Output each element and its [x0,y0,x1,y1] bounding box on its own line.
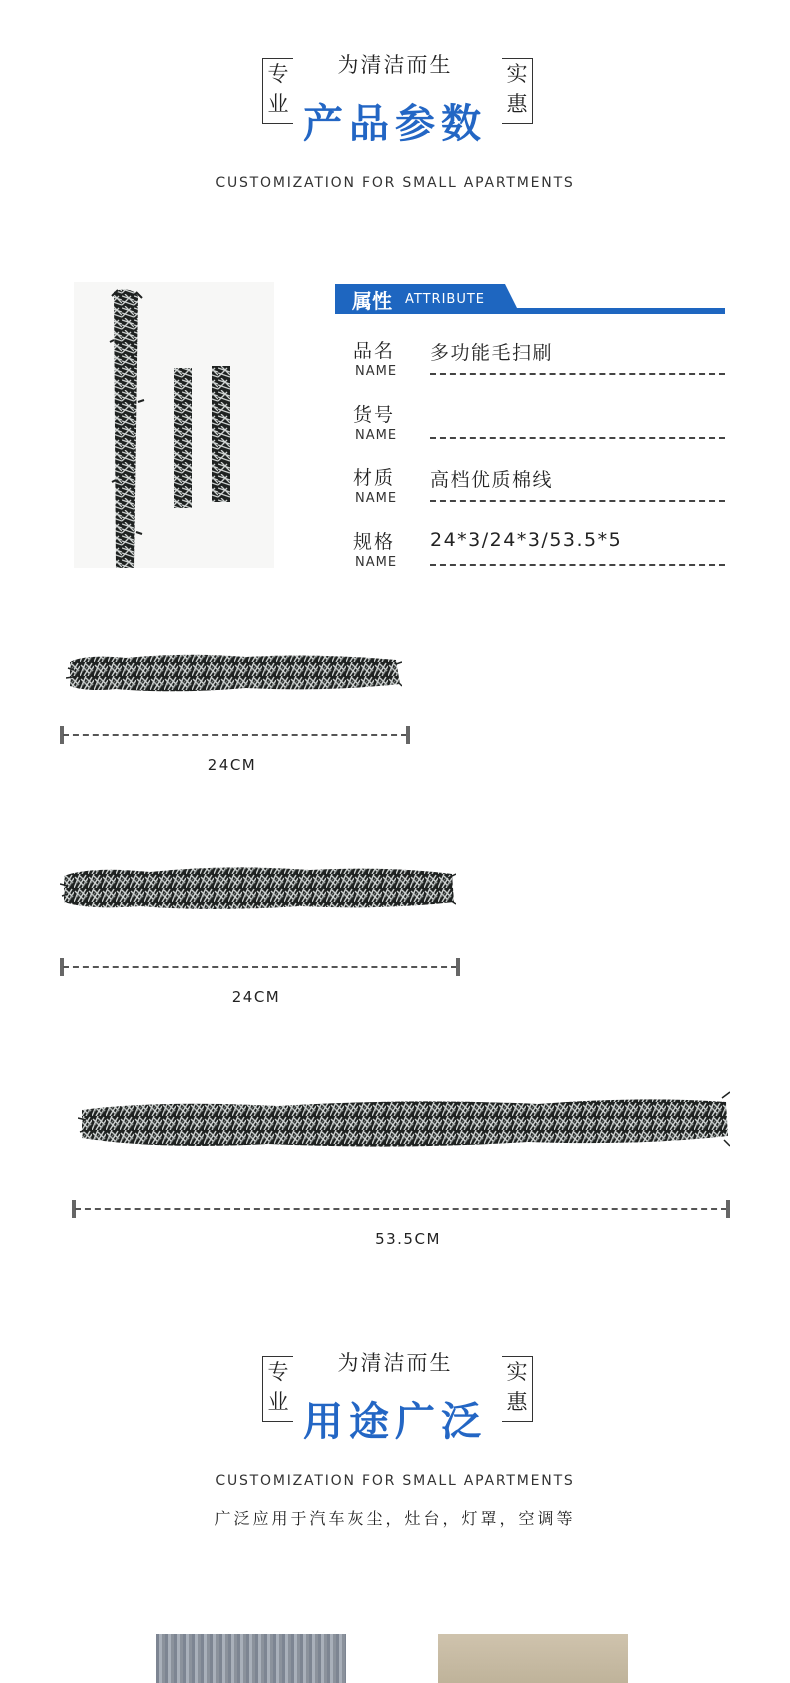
row-value: 多功能毛扫刷 [430,342,554,364]
row-label-en: NAME [355,364,398,379]
row-label-en: NAME [355,428,398,443]
brush-image-1 [66,648,402,698]
measure-bar-1 [60,726,410,744]
header-tagline: 为清洁而生 [337,53,453,77]
row-label: 材质 [353,467,396,489]
box-left-char-2: 业 [267,1390,289,1414]
measure-label-1: 24CM [207,756,257,774]
box-left-char-2: 业 [267,92,289,116]
measure-bar-2 [60,958,460,976]
brush-short-2 [212,366,230,502]
attribute-tab-label: 属性 [352,289,392,313]
row-label: 货号 [353,404,396,426]
brush-image-3 [78,1088,730,1154]
section-header-usage [0,1342,790,1502]
box-left-char-1: 专 [267,1360,289,1384]
row-label-en: NAME [355,555,398,570]
measure-bar-3 [72,1200,730,1218]
row-value: 24*3/24*3/53.5*5 [430,529,623,551]
row-divider [430,564,725,566]
attribute-tab-label-en: ATTRIBUTE [405,292,485,307]
brush-long-vertical [110,289,144,568]
box-right-char-1: 实 [506,62,528,86]
section-header-parameters [0,44,790,204]
usage-description: 广泛应用于汽车灰尘，灶台，灯罩，空调等 [214,1509,576,1528]
row-label-en: NAME [355,491,398,506]
header-subtitle: CUSTOMIZATION FOR SMALL APARTMENTS [215,1473,575,1489]
header-tagline: 为清洁而生 [337,1351,453,1375]
row-label: 品名 [353,340,396,362]
row-divider [430,373,725,375]
box-left-char-1: 专 [267,62,289,86]
row-divider [430,437,725,439]
usage-photo-1 [156,1634,346,1683]
page-title: 产品参数 [303,100,487,147]
section-title: 用途广泛 [303,1398,487,1445]
measure-label-3: 53.5CM [375,1230,441,1248]
product-photo [74,282,274,568]
box-right-char-2: 惠 [506,92,528,116]
box-right-char-2: 惠 [506,1390,528,1414]
brush-image-2 [60,860,456,916]
usage-photo-2 [438,1634,628,1683]
row-label: 规格 [353,531,396,553]
header-subtitle: CUSTOMIZATION FOR SMALL APARTMENTS [215,175,575,191]
brush-short-1 [174,368,192,508]
measure-label-2: 24CM [231,988,281,1006]
row-value: 高档优质棉线 [430,469,554,491]
row-divider [430,500,725,502]
box-right-char-1: 实 [506,1360,528,1384]
